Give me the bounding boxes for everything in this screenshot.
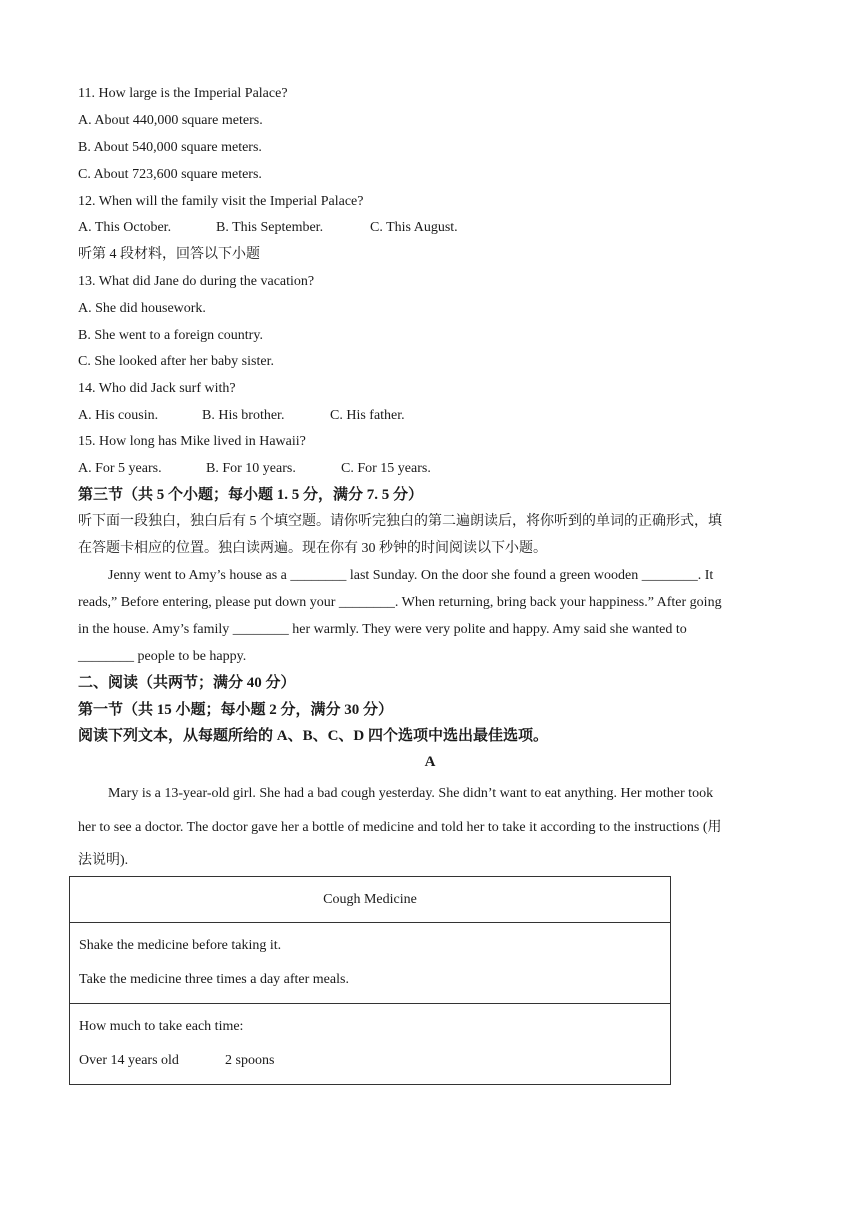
monologue-line3: in the house. Amy’s family ________ her warmly. They were very polite and happy. Amy said she wanted to <box>78 622 687 637</box>
usage-line-1: Shake the medicine before taking it. <box>79 938 282 953</box>
usage-line-2: Take the medicine three times a day after meals. <box>79 972 349 987</box>
q12-option-b: B. This September. <box>216 220 324 235</box>
table-row <box>70 877 671 923</box>
dosage-age: Over 14 years old <box>79 1053 179 1068</box>
section3-instruction-line1: 听下面一段独白，独白后有 5 个填空题。请你听完独白的第二遍朗读后，将你听到的单词的正确形式，填 <box>78 514 722 529</box>
table-row <box>70 923 671 1004</box>
passage-a-line3: 法说明). <box>78 853 129 868</box>
table-cell-dosage <box>70 1004 671 1085</box>
table-row <box>70 1004 671 1085</box>
monologue-line1: Jenny went to Amy’s house as a ________ last Sunday. On the door she found a green wooden ________. It <box>108 568 714 583</box>
reading-subheading: 第一节（共 15 小题；每小题 2 分，满分 30 分） <box>78 702 394 718</box>
passage-label: A <box>424 754 436 770</box>
question-14: 14. Who did Jack surf with? <box>78 381 236 396</box>
passage-a-line1: Mary is a 13-year-old girl. She had a bad cough yesterday. She didn’t want to eat anything. Her mother took <box>108 786 714 801</box>
monologue-line2: reads,” Before entering, please put down your ________. When returning, bring back your happiness.” After going <box>78 595 722 610</box>
q14-option-b: B. His brother. <box>202 408 285 423</box>
table-title: Cough Medicine <box>70 877 671 923</box>
dosage-row <box>79 1044 661 1078</box>
q14-option-c: C. His father. <box>330 408 405 423</box>
q15-options <box>78 460 431 478</box>
q13-option-b: B. She went to a foreign country. <box>78 328 263 343</box>
q15-option-b: B. For 10 years. <box>206 461 296 476</box>
reading-instruction: 阅读下列文本，从每题所给的 A、B、C、D 四个选项中选出最佳选项。 <box>78 728 549 744</box>
question-11: 11. How large is the Imperial Palace? <box>78 86 288 101</box>
q11-option-b: B. About 540,000 square meters. <box>78 140 262 155</box>
q14-options <box>78 407 405 425</box>
q11-option-a: A. About 440,000 square meters. <box>78 113 263 128</box>
table-cell-usage <box>70 923 671 1004</box>
passage-a-line2: her to see a doctor. The doctor gave her a bottle of medicine and told her to take it according to the instructions (用 <box>78 820 722 835</box>
q13-option-a: A. She did housework. <box>78 301 206 316</box>
q13-option-c: C. She looked after her baby sister. <box>78 354 274 369</box>
reading-heading: 二、阅读（共两节；满分 40 分） <box>78 675 296 691</box>
question-15: 15. How long has Mike lived in Hawaii? <box>78 434 306 449</box>
section-note: 听第 4 段材料，回答以下小题 <box>78 247 260 262</box>
q15-option-c: C. For 15 years. <box>341 461 431 476</box>
question-12: 12. When will the family visit the Imperial Palace? <box>78 194 364 209</box>
q11-option-c: C. About 723,600 square meters. <box>78 167 262 182</box>
q15-option-a: A. For 5 years. <box>78 461 162 476</box>
q12-option-a: A. This October. <box>78 220 172 235</box>
medicine-instructions-table <box>69 876 671 1085</box>
section3-heading: 第三节（共 5 个小题；每小题 1. 5 分，满分 7. 5 分） <box>78 487 424 503</box>
q12-option-c: C. This August. <box>370 220 458 235</box>
question-13: 13. What did Jane do during the vacation? <box>78 274 315 289</box>
q14-option-a: A. His cousin. <box>78 408 159 423</box>
section3-instruction-line2: 在答题卡相应的位置。独白读两遍。现在你有 30 秒钟的时间阅读以下小题。 <box>78 541 547 556</box>
q12-options <box>78 219 458 237</box>
monologue-line4: ________ people to be happy. <box>78 649 247 664</box>
dosage-amount: 2 spoons <box>225 1053 275 1068</box>
dosage-heading: How much to take each time: <box>79 1019 244 1034</box>
